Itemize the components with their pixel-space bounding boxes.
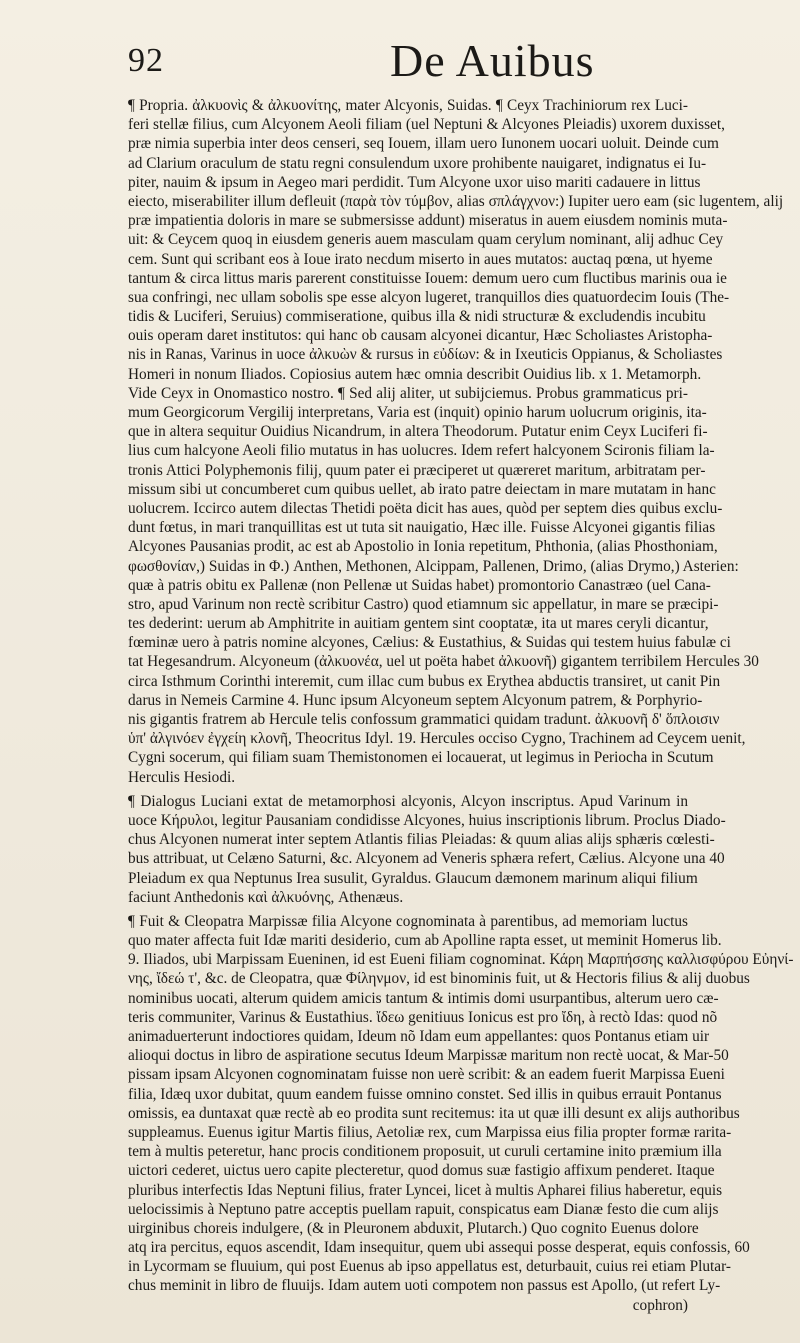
text-line: teris communiter, Varinus & Eustathius. ἴδεω genitiuus Ionicus est pro ἴδη, à rectò Idas: quod nõ [128,1008,718,1026]
paragraph [128,792,726,907]
text-line: uolucrem. Iccirco autem dilectas Thetidi poëta dicit has aues, quòd per septem dies quibus exclu- [128,499,723,517]
text-line: cem. Sunt qui scribant eos à Ioue irato necdum miserto in aues mutatos: auctaq pœna, ut hyeme [128,250,713,268]
text-line: Alcyones Pausanias prodit, ac est ab Apostolio in Ionia repetitum, Phthonia, (alias Phosthoniam, [128,538,718,556]
text-line: que in altera sequitur Ouidius Nicandrum, in altera Theodorum. Putatur enim Ceyx Luciferi fi- [128,423,708,441]
text-line: φωσθονίαν,) Suidas in Φ.) Anthen, Methonen, Alcippam, Pallenen, Drimo, (alias Drymo,) Asterien: [128,557,739,575]
text-line: præ nimia superbia inter deos censeri, seq Iouem, illam uero Iunonem uocari uoluit. Deinde cum [128,135,719,153]
text-line: quæ à patris obitu ex Pallenæ (non Pellenæ ut Suidas habet) promontorio Canastræo (uel Cana- [128,576,711,594]
text-line: νης, ἴδεώ τ', &c. de Cleopatra, quæ Φίληνμον, id est binominis fuit, ut & Hectoris filius & alij duobus [128,970,750,988]
text-line: missum sibi ut concumberet cum quibus uellet, ab irato patre deiectam in mare mutatam in hanc [128,480,716,498]
text-line: nis gigantis fratrem ab Hercule telis confossum grammatici quidam tradunt. ἀλκυονῆ δ' ὅπλοισιν [128,711,720,728]
text-line: tantum & circa littus maris parerent constituisse Iouem: demum uero cum fluctibus marinis oua ie [128,269,727,287]
text-line: eiecto, miserabiliter illum defleuit (παρὰ τὸν τύμβον, alias σπλάγχνον:) Iupiter uero eam (sic lugentem, alij [128,192,784,210]
text-line: dunt fœtus, in mari tranquillitas est ut tuta sit nauigatio, Hæc ille. Fuisse Alcyonei gigantis filias [128,519,716,537]
text-line: uelocissimis à Neptuno patre acceptis puellam rapuit, conspicatus eam Dianæ festo die cum alijs [128,1200,719,1218]
text-line: mum Georgicorum Vergilij interpretans, Varia est (inquit) opinio harum uolucrum originis, ita- [128,404,707,421]
text-line: Vide Ceyx in Onomastico nostro. ¶ Sed alij aliter, ut subijciemus. Probus grammaticus pri- [128,384,688,402]
text-line: quo mater affecta fuit Idæ mariti desiderio, cum ab Apolline rapta esset, ut meminit Homerus lib. [128,932,722,950]
text-line: ὑπ' ἀλγινόεν ἐγχείη κλονῆ, Theocritus Idyl. 19. Hercules occiso Cygno, Trachinem ad Ceycem uenit, [128,730,746,748]
text-line: tronis Attici Polyphemonis filij, quum pater ei præciperet ut quæreret maritum, arbitratam per- [128,461,706,479]
text-line: tem à multis peteretur, hanc procis conditionem proposuit, ut curuli certamine inito præmium illa [128,1143,722,1161]
text-line: ¶ Propria. ἀλκυονὶς & ἀλκυονίτης, mater Alcyonis, Suidas. ¶ Ceyx Trachiniorum rex Luci- [128,97,688,114]
text-line: tidis & Luciferi, Seruius) commiseratione, quibus illa & nidi structuræ & excludendis incubitu [128,308,706,326]
text-line: Homeri in nonum Iliados. Copiosius autem hæc omnia describit Ouidius lib. x 1. Metamorph. [128,365,702,383]
page-number: 92 [128,42,164,79]
text-line: nis in Ranas, Varinus in uoce ἀλκυὼν & rursus in εὐδίων: & in Ixeuticis Oppianus, & Scholiastes [128,346,723,364]
text-line: filia, Idæq uxor dubitat, quum eandem fuisse omnino constet. Sed illis in quibus errauit Pontanus [128,1085,722,1103]
text-line: bus attribuat, ut Celæno Saturni, &c. Alcyonem ad Veneris sphæra refert, Cælius. Alcyone una 40 [128,850,725,868]
body-text [128,96,794,1315]
text-line: stro, apud Varinum non rectè scribitur Castro) quod etiamnum sic appellatur, in mare se præcipi- [128,595,719,613]
paragraph [128,96,784,787]
text-line: uictori cederet, uictus uero capite plecteretur, quod domus suæ fastigio affixum penderet. Itaque [128,1162,715,1180]
text-line: uirginibus choreis indulgere, (& in Pleuronem abduxit, Plutarch.) Quo cognito Euenus dolore [128,1219,699,1237]
text-line: animaduerterunt indoctiores quidam, Ideum nõ Idam eum appellantes: quos Pontanus etiam uir [128,1028,710,1045]
page-header [128,30,688,94]
text-line: feri stellæ filius, cum Alcyonem Aeoli filiam (uel Neptuni & Alcyones Pleiadis) uxorem duxisset, [128,116,725,134]
text-line: faciunt Anthedonis καὶ ἀλκυόνης, Athenæus. [128,888,404,906]
text-line: cophron) [632,1296,688,1314]
text-line: 9. Iliados, ubi Marpissam Eueninen, id est Eueni filiam cognominat. Κάρη Μαρπήσσης καλλισφύρου Εὐηνί- [128,951,794,969]
text-line: darus in Nemeis Carmine 4. Hunc ipsum Alcyoneum septem Alcyonum patrem, & Porphyrio- [128,691,703,709]
text-line: ¶ Dialogus Luciani extat de metamorphosi alcyonis, Alcyon inscriptus. Apud Varinum in [128,792,688,810]
text-line: lius cum halcyone Aeoli filio mutatus in has uolucres. Idem refert halcyonem Scironis filiam la- [128,442,715,460]
text-line: Herculis Hesiodi. [128,768,236,786]
text-line: pluribus interfectis Idas Neptuni filius, frater Lyncei, licet à multis Apharei filius haberetur, equis [128,1181,723,1199]
text-line: ad Clarium oraculum de statu regni consulendum uxore prohibente nauigaret, indignatus ei Iu- [128,154,707,172]
text-line: alioqui doctus in libro de aspiratione secutus Ideum Marpissæ maritum non rectè uocat, & Mar-50 [128,1047,729,1065]
text-line: sua confringi, nec ullam sobolis spe esse alcyon lugeret, tranquillos dies quatuordecim Iouis (The- [128,288,730,306]
text-line: ¶ Fuit & Cleopatra Marpissæ filia Alcyone cognominata à parentibus, ad memoriam luctus [128,912,688,930]
text-line: circa Isthmum Corinthi interemit, cum illac cum bubus ex Erythea abductis transiret, ut canit Pin [128,672,721,690]
text-line: præ impatientia doloris in mare se submersisse addunt) miseratus in auem eiusdem nominis muta- [128,212,728,230]
running-head: De Auibus [390,35,595,86]
text-line: nominibus uocati, alterum quidem amicis tantum & intimis domi usurpantibus, alterum uero cæ- [128,989,719,1007]
text-line: suppleamus. Euenus igitur Martis filius, Aetoliæ rex, cum Marpissa eius filia propter formæ rarita- [128,1123,732,1141]
text-line: tat Hegesandrum. Alcyoneum (ἀλκυονέα, uel ut poëta habet ἀλκυονῆ) gigantem terribilem Hercules 30 [128,653,759,671]
text-line: uoce Κήρυλοι, legitur Pausaniam condidisse Alcyones, huius inscriptionis librum. Proclus Diado- [128,811,726,829]
text-line: chus Alcyonen numerat inter septem Atlantis filias Pleiadas: & quum alias alijs sphæris cœlesti- [128,831,715,849]
text-line: in Lycormam se fluuium, qui post Euenus ab ipso appellatus est, deturbauit, cuius rei etiam Plutar- [128,1258,731,1276]
text-line: tes dederint: uerum ab Amphitrite in auitiam gentem sint cooptatæ, ita ut mares ceryli dicantur, [128,615,709,633]
text-line: chus meminit in libro de fluuijs. Idam autem uoti compotem non passus est Apollo, (ut refert Ly- [128,1277,721,1295]
text-line: fœminæ uero à patris nomine alcyones, Cælius: & Eustathius, & Suidas qui testem huius fabulæ ci [128,634,731,652]
text-line: pissam ipsam Alcyonen cognominatam fuisse non uerè scribit: & an eadem fuerit Marpissa Eueni [128,1066,725,1084]
text-line: Pleiadum ex qua Neptunus Irea susulit, Gyraldus. Glaucum dæmonem marinum aliqui filium [128,869,698,887]
text-line: atq ira percitus, equos ascendit, Idam insequitur, quem ubi assequi posse desperat, equis confossis, 60 [128,1239,750,1257]
text-line: Cygni socerum, qui filiam suam Themistonomen ei locauerat, ut legimus in Periocha in Scutum [128,749,714,767]
paragraph [128,912,794,1315]
text-line: uit: & Ceycem quoq in eiusdem generis auem masculam quam cerylum nominant, alij adhuc Cey [128,231,724,249]
text-line: omissis, ea duntaxat quæ rectè ab eo prodita sunt recitemus: ita ut quæ illi desunt ex alijs authoribus [128,1104,740,1122]
text-line: ouis operam daret institutos: qui hanc ob causam alcyonei dicantur, Hæc Scholiastes Aristopha- [128,327,713,345]
text-line: piter, nauim & ipsum in Aegeo mari perdidit. Tum Alcyone uxor uiso mariti cadauere in littus [128,173,701,191]
